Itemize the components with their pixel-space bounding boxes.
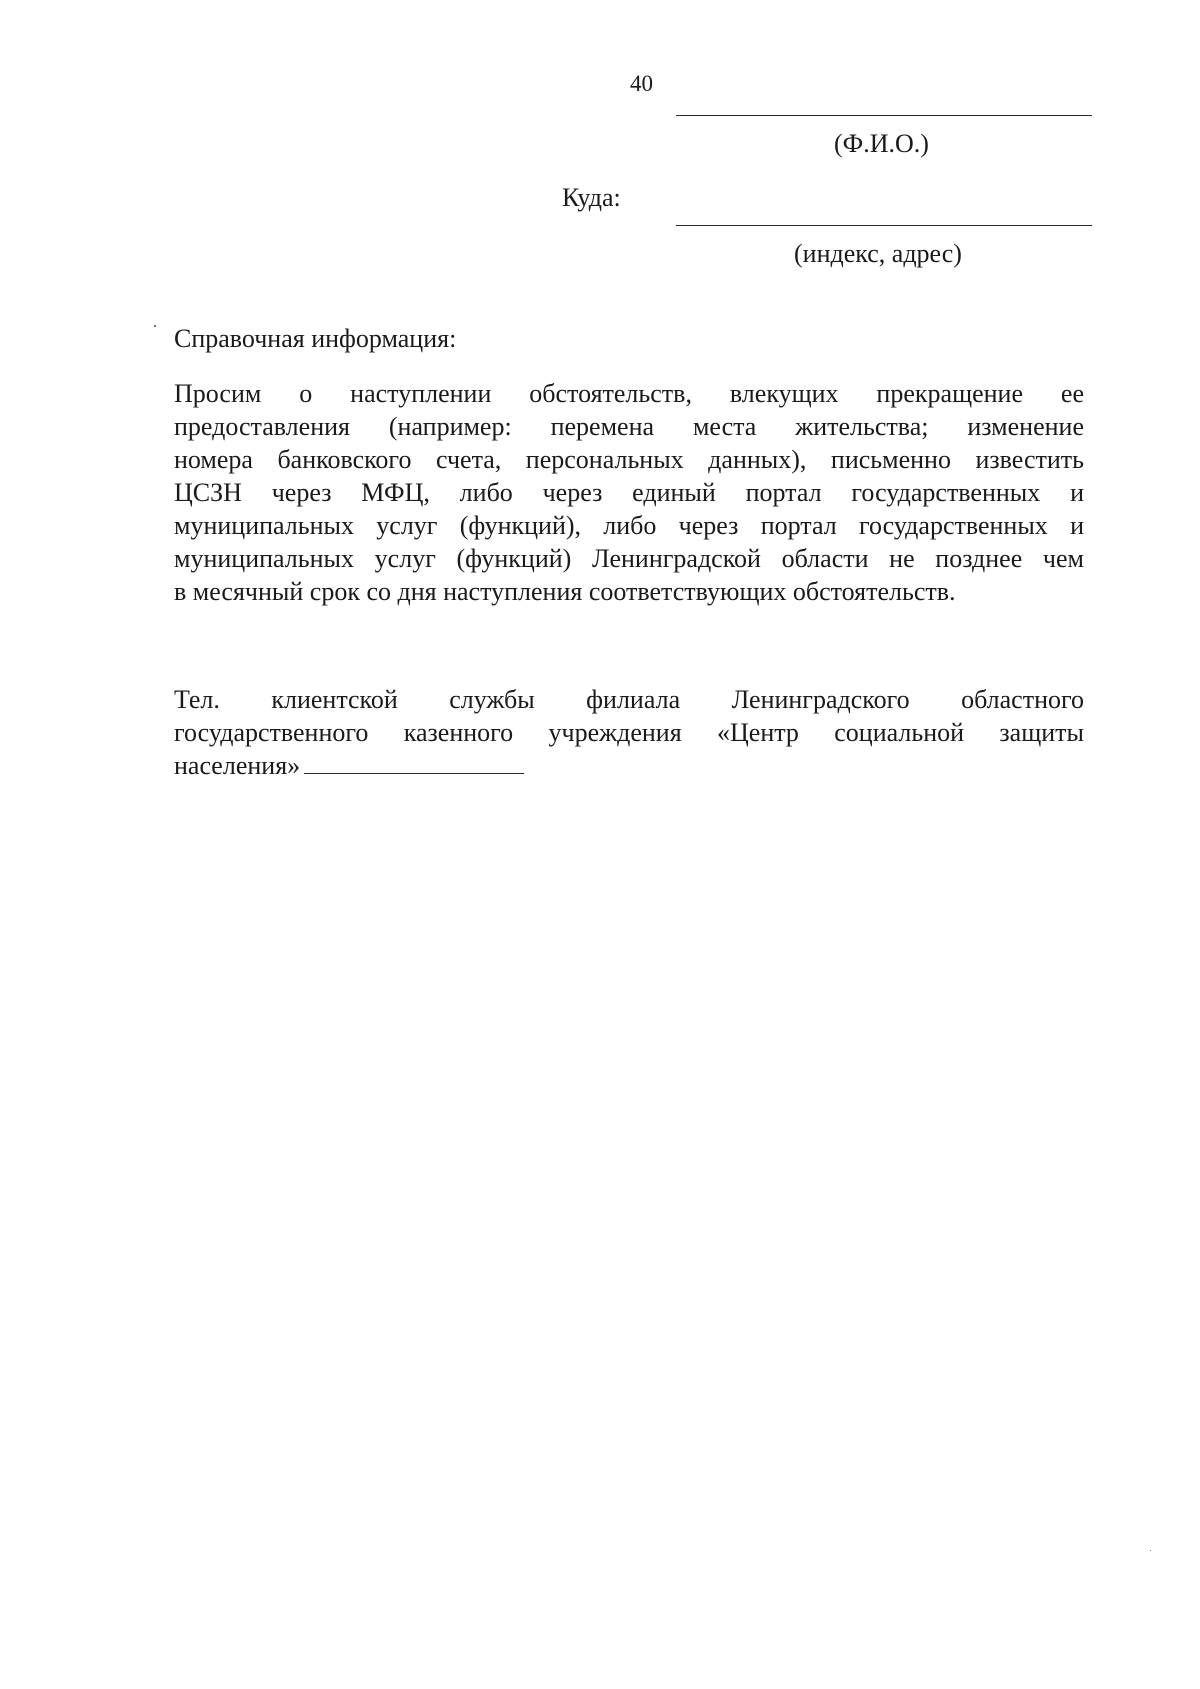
address-caption: (индекс, адрес)	[794, 239, 962, 268]
notice-line: в месячный срок со дня наступления соответствующих обстоятельств.	[174, 577, 956, 606]
fio-caption: (Ф.И.О.)	[834, 129, 929, 158]
notice-paragraph	[174, 377, 1084, 608]
notice-line: муниципальных услуг (функций), либо через портал государственных и	[174, 511, 1084, 540]
notice-line: Просим о наступлении обстоятельств, влекущих прекращение ее	[174, 379, 1084, 408]
phone-paragraph	[174, 683, 1084, 782]
notice-line: предоставления (например: перемена места жительства; изменение	[174, 412, 1084, 441]
phone-fill-line	[304, 751, 524, 774]
scan-speck	[1150, 1550, 1151, 1551]
fio-line	[676, 115, 1092, 116]
phone-line: населения»	[174, 751, 301, 780]
phone-line: государственного казенного учреждения «Центр социальной защиты	[174, 718, 1084, 747]
notice-line: муниципальных услуг (функций) Ленинградской области не позднее чем	[174, 544, 1084, 573]
reference-heading: Справочная информация:	[174, 324, 457, 353]
phone-last-line	[174, 749, 1084, 782]
notice-line: ЦСЗН через МФЦ, либо через единый портал государственных и	[174, 478, 1084, 507]
phone-line: Тел. клиентской службы филиала Ленинградского областного	[174, 685, 1084, 714]
page-number: 40	[630, 71, 653, 96]
kuda-label: Куда:	[562, 183, 621, 212]
notice-line: номера банковского счета, персональных данных), письменно известить	[174, 445, 1084, 474]
address-line	[676, 225, 1092, 226]
scan-speck	[154, 325, 156, 327]
